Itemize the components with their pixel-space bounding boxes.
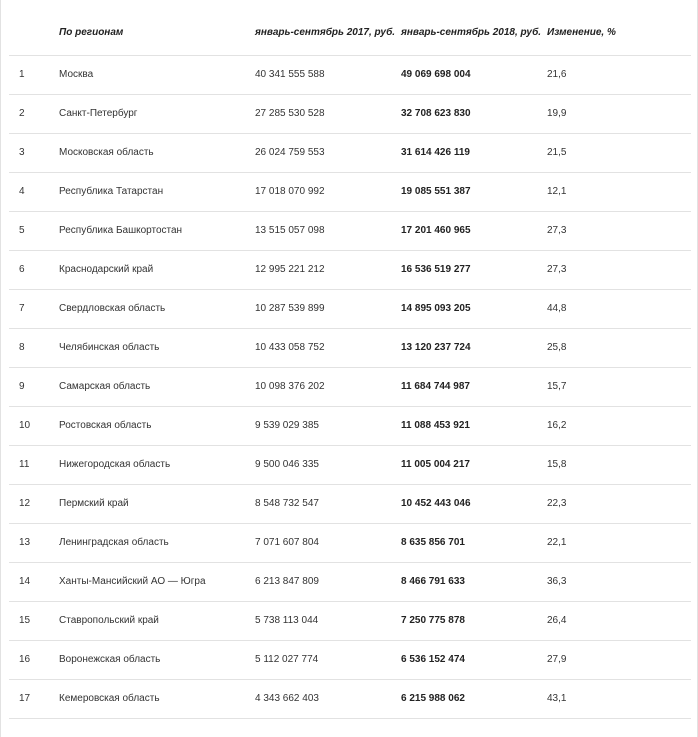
header-2017: январь-сентябрь 2017, руб. (255, 12, 401, 55)
row-region: Краснодарский край (59, 250, 255, 289)
row-change: 26,4 (547, 601, 691, 640)
row-value-2017: 5 738 113 044 (255, 601, 401, 640)
row-change: 27,3 (547, 211, 691, 250)
row-value-2017: 40 341 555 588 (255, 55, 401, 94)
row-region: Свердловская область (59, 289, 255, 328)
row-region: Республика Татарстан (59, 172, 255, 211)
row-value-2018: 13 120 237 724 (401, 328, 547, 367)
row-change: 21,5 (547, 133, 691, 172)
row-value-2017: 10 433 058 752 (255, 328, 401, 367)
row-region: Ростовская область (59, 406, 255, 445)
row-value-2017: 17 018 070 992 (255, 172, 401, 211)
row-value-2018: 16 536 519 277 (401, 250, 547, 289)
table-row (9, 328, 691, 367)
row-value-2017: 5 112 027 774 (255, 640, 401, 679)
table-row (9, 55, 691, 94)
header-index (9, 12, 59, 55)
table-row (9, 601, 691, 640)
row-value-2017: 10 098 376 202 (255, 367, 401, 406)
row-value-2018: 32 708 623 830 (401, 94, 547, 133)
row-value-2018: 17 201 460 965 (401, 211, 547, 250)
row-region: Кемеровская область (59, 679, 255, 718)
row-index: 14 (9, 562, 59, 601)
header-2018: январь-сентябрь 2018, руб. (401, 12, 547, 55)
row-change: 27,9 (547, 640, 691, 679)
regions-table (9, 12, 691, 719)
row-index: 16 (9, 640, 59, 679)
row-value-2017: 26 024 759 553 (255, 133, 401, 172)
row-value-2017: 4 343 662 403 (255, 679, 401, 718)
table-row (9, 523, 691, 562)
table-body (9, 55, 691, 718)
row-value-2018: 11 684 744 987 (401, 367, 547, 406)
row-index: 1 (9, 55, 59, 94)
row-change: 12,1 (547, 172, 691, 211)
row-region: Ставропольский край (59, 601, 255, 640)
row-change: 36,3 (547, 562, 691, 601)
row-value-2018: 6 536 152 474 (401, 640, 547, 679)
row-index: 4 (9, 172, 59, 211)
row-value-2017: 10 287 539 899 (255, 289, 401, 328)
table-row (9, 679, 691, 718)
row-region: Московская область (59, 133, 255, 172)
row-change: 16,2 (547, 406, 691, 445)
row-value-2018: 11 088 453 921 (401, 406, 547, 445)
row-change: 22,1 (547, 523, 691, 562)
row-index: 10 (9, 406, 59, 445)
table-header-row (9, 12, 691, 55)
row-value-2018: 7 250 775 878 (401, 601, 547, 640)
row-index: 12 (9, 484, 59, 523)
row-value-2017: 9 500 046 335 (255, 445, 401, 484)
table-row (9, 367, 691, 406)
row-region: Челябинская область (59, 328, 255, 367)
row-value-2018: 14 895 093 205 (401, 289, 547, 328)
row-region: Самарская область (59, 367, 255, 406)
row-value-2017: 7 071 607 804 (255, 523, 401, 562)
row-value-2018: 8 466 791 633 (401, 562, 547, 601)
row-region: Воронежская область (59, 640, 255, 679)
row-change: 22,3 (547, 484, 691, 523)
header-region: По регионам (59, 12, 255, 55)
header-change: Изменение, % (547, 12, 691, 55)
table-row (9, 445, 691, 484)
row-change: 15,7 (547, 367, 691, 406)
row-value-2018: 19 085 551 387 (401, 172, 547, 211)
row-index: 11 (9, 445, 59, 484)
row-index: 6 (9, 250, 59, 289)
row-region: Ленинградская область (59, 523, 255, 562)
row-value-2018: 11 005 004 217 (401, 445, 547, 484)
row-value-2018: 31 614 426 119 (401, 133, 547, 172)
row-index: 13 (9, 523, 59, 562)
row-change: 25,8 (547, 328, 691, 367)
row-value-2017: 9 539 029 385 (255, 406, 401, 445)
table-row (9, 250, 691, 289)
row-value-2017: 12 995 221 212 (255, 250, 401, 289)
table-row (9, 406, 691, 445)
row-index: 7 (9, 289, 59, 328)
table-row (9, 289, 691, 328)
row-value-2018: 8 635 856 701 (401, 523, 547, 562)
row-region: Республика Башкортостан (59, 211, 255, 250)
row-index: 2 (9, 94, 59, 133)
table-row (9, 172, 691, 211)
row-change: 21,6 (547, 55, 691, 94)
row-region: Москва (59, 55, 255, 94)
row-region: Пермский край (59, 484, 255, 523)
row-region: Ханты-Мансийский АО — Югра (59, 562, 255, 601)
row-change: 27,3 (547, 250, 691, 289)
table-row (9, 640, 691, 679)
row-value-2018: 10 452 443 046 (401, 484, 547, 523)
row-change: 19,9 (547, 94, 691, 133)
row-index: 17 (9, 679, 59, 718)
table-row (9, 211, 691, 250)
row-value-2017: 6 213 847 809 (255, 562, 401, 601)
row-index: 5 (9, 211, 59, 250)
row-region: Нижегородская область (59, 445, 255, 484)
table-row (9, 562, 691, 601)
row-index: 15 (9, 601, 59, 640)
row-change: 44,8 (547, 289, 691, 328)
table-row (9, 94, 691, 133)
row-value-2018: 6 215 988 062 (401, 679, 547, 718)
row-value-2018: 49 069 698 004 (401, 55, 547, 94)
row-value-2017: 27 285 530 528 (255, 94, 401, 133)
row-change: 15,8 (547, 445, 691, 484)
table-row (9, 484, 691, 523)
row-value-2017: 13 515 057 098 (255, 211, 401, 250)
row-change: 43,1 (547, 679, 691, 718)
table-row (9, 133, 691, 172)
row-value-2017: 8 548 732 547 (255, 484, 401, 523)
row-index: 8 (9, 328, 59, 367)
row-index: 3 (9, 133, 59, 172)
row-index: 9 (9, 367, 59, 406)
row-region: Санкт-Петербург (59, 94, 255, 133)
